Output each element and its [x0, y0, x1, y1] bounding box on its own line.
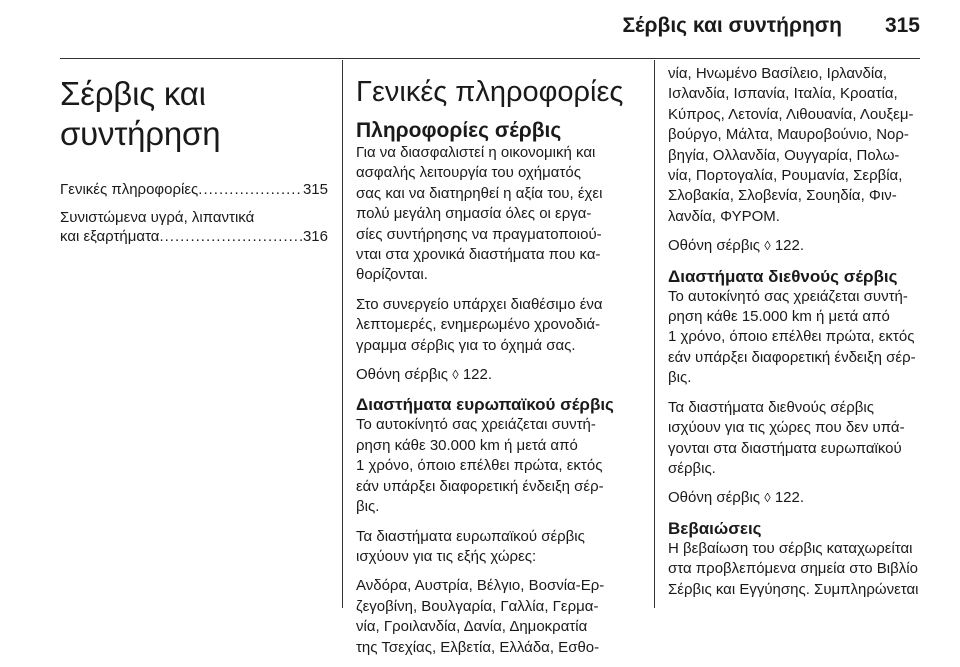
- column-divider: [654, 60, 655, 608]
- paragraph: Για να διασφαλιστεί η οικονομική και ασφαλής λειτουργία του οχήματός σας και να διατηρηθεί η αξία του, έχει πολύ μεγάλη σημασία όλες οι εργα- σίες συντήρησης να πραγματοποιού- νται στα χρονικά διαστήματα που κα- θορίζονται.: [356, 144, 603, 284]
- paragraph: Το αυτοκίνητό σας χρειάζεται συντή- ρηση κάθε 15.000 km ή μετά από 1 χρόνο, όποιο επέλθει πρώτα, εκτός εάν υπάρξει διαφορετική ένδειξη σέρ- βις.: [668, 287, 916, 387]
- paragraph: Τα διαστήματα ευρωπαϊκού σέρβις ισχύουν για τις εξής χώρες:: [356, 527, 585, 565]
- cross-reference-page: 122.: [774, 237, 805, 255]
- toc-entry-label: Συνιστώμενα υγρά, λιπαντικά: [60, 209, 255, 226]
- paragraph: Στο συνεργείο υπάρχει διαθέσιμο ένα λεπτομερές, ενημερωμένο χρονοδιά- γραμμα σέρβις για το όχημά σας.: [356, 295, 603, 354]
- cross-reference-text: Οθόνη σέρβις: [356, 366, 449, 384]
- heading-service-info: Πληροφορίες σέρβις: [356, 119, 562, 142]
- paragraph: Η βεβαίωση του σέρβις καταχωρείται στα προβλεπόμενα σημεία στο Βιβλίο Σέρβις και Εγγύησης. Συμπληρώνεται: [668, 539, 919, 598]
- content-column-3: [668, 64, 924, 609]
- page-number: 315: [884, 14, 920, 37]
- chapter-title: Σέρβις και συντήρηση: [60, 75, 221, 152]
- page-header: [0, 0, 960, 60]
- heading-european-intervals: Διαστήματα ευρωπαϊκού σέρβις: [356, 395, 614, 415]
- toc-entry-label-cont: και εξαρτήματα: [60, 228, 160, 245]
- header-rule: [60, 58, 920, 59]
- country-list-continued: νία, Ηνωμένο Βασίλειο, Ιρλανδία, Ισλανδία, Ισπανία, Ιταλία, Κροατία, Κύπρος, Λετονία, Λιθουανία, Λουξεμ- βούργο, Μάλτα, Μαυροβούνιο, Νορ- βηγία, Ολλανδία, Ουγγαρία, Πολω- νία, Πορτογαλία, Ρουμανία, Σερβία, Σλοβακία, Σλοβενία, Σουηδία, Φιν- λανδία, ΦΥΡΟΜ.: [668, 65, 914, 225]
- toc-entry[interactable]: [60, 208, 328, 246]
- chapter-column: [60, 70, 328, 255]
- reference-arrow-icon: ◊: [764, 490, 771, 506]
- toc-entry[interactable]: [60, 180, 328, 199]
- cross-reference-page: 122.: [774, 489, 805, 507]
- cross-reference-page: 122.: [462, 366, 493, 384]
- column-divider: [342, 60, 343, 608]
- reference-arrow-icon: ◊: [764, 238, 771, 254]
- cross-reference[interactable]: [356, 365, 632, 385]
- cross-reference[interactable]: [668, 236, 924, 256]
- section-title: Γενικές πληροφορίες: [356, 76, 624, 108]
- paragraph: Τα διαστήματα διεθνούς σέρβις ισχύουν για τις χώρες που δεν υπά- γονται στα διαστήματα ευρωπαϊκού σέρβις.: [668, 398, 905, 477]
- cross-reference-text: Οθόνη σέρβις: [668, 237, 761, 255]
- toc-entry-label: Γενικές πληροφορίες: [60, 181, 199, 198]
- toc-entry-page: 315: [302, 181, 328, 198]
- running-header-title: Σέρβις και συντήρηση: [622, 14, 842, 37]
- heading-confirmations: Βεβαιώσεις: [668, 518, 762, 538]
- heading-international-intervals: Διαστήματα διεθνούς σέρβις: [668, 266, 898, 286]
- content-column-2: [356, 70, 632, 667]
- cross-reference[interactable]: [668, 488, 924, 508]
- cross-reference-text: Οθόνη σέρβις: [668, 489, 761, 507]
- reference-arrow-icon: ◊: [452, 367, 459, 383]
- toc-leader: [198, 180, 303, 199]
- country-list: Ανδόρα, Αυστρία, Βέλγιο, Βοσνία-Ερ- ζεγοβίνη, Βουλγαρία, Γαλλία, Γερμα- νία, Γροιλανδία, Δανία, Δημοκρατία της Τσεχίας, Ελβετία, Ελλάδα, Εσθο-: [356, 577, 605, 656]
- toc-entry-page: 316: [302, 228, 328, 245]
- toc-leader: [159, 227, 303, 246]
- paragraph: Το αυτοκίνητό σας χρειάζεται συντή- ρηση κάθε 30.000 km ή μετά από 1 χρόνο, όποιο επέλθει πρώτα, εκτός εάν υπάρξει διαφορετική ένδειξη σέρ- βις.: [356, 416, 604, 516]
